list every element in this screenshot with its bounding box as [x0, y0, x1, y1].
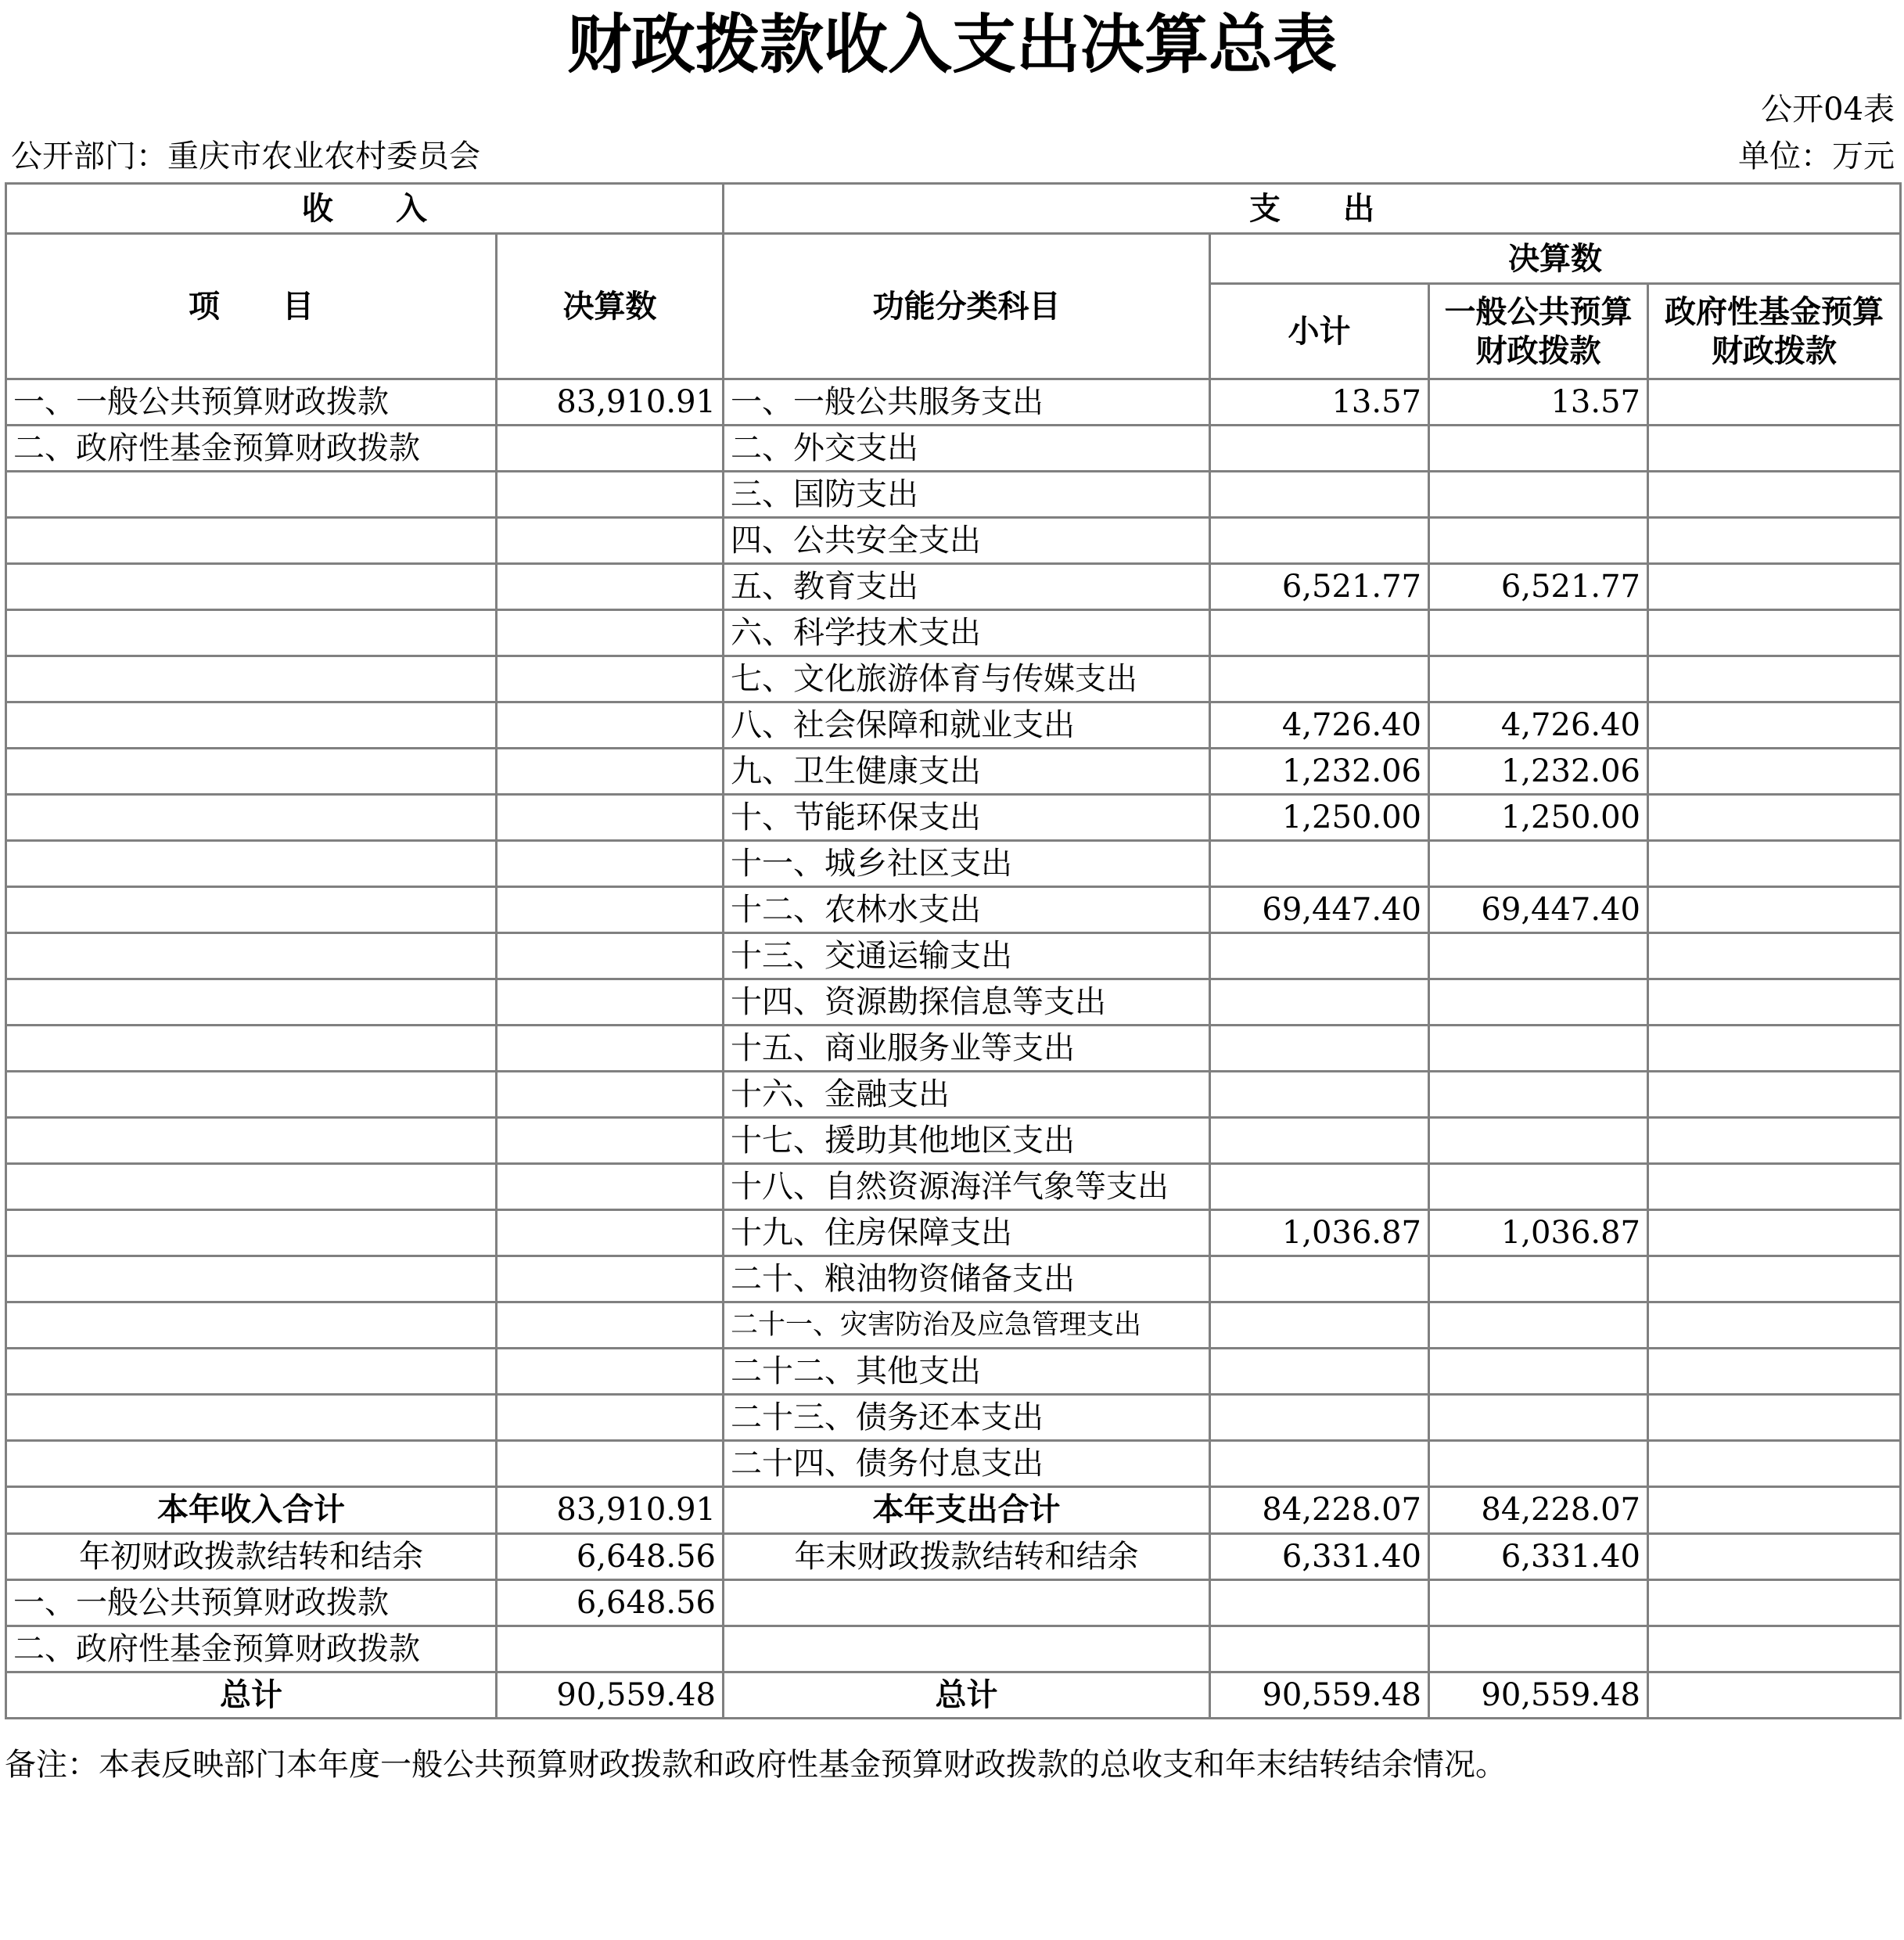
expense-subtotal-cell — [1210, 979, 1429, 1026]
expense-subtotal-cell — [1210, 472, 1429, 518]
expense-item-cell: 十五、商业服务业等支出 — [724, 1026, 1210, 1072]
expense-fund-cell — [1648, 1026, 1901, 1072]
expense-item-cell: 二十一、灾害防治及应急管理支出 — [724, 1302, 1210, 1349]
income-total-value: 83,910.91 — [497, 1487, 724, 1533]
expense-general-cell: 13.57 — [1429, 379, 1648, 426]
grand-total-label-expense: 总计 — [724, 1672, 1210, 1718]
expense-fund-cell — [1648, 1210, 1901, 1256]
income-item-cell — [6, 1026, 497, 1072]
unit-label: 单位：万元 — [1738, 138, 1895, 174]
expense-item-cell: 十二、农林水支出 — [724, 887, 1210, 933]
table-row — [6, 610, 1901, 656]
expense-fund-cell — [1648, 564, 1901, 610]
expense-item-cell: 六、科学技术支出 — [724, 610, 1210, 656]
expense-fund-cell — [1648, 749, 1901, 795]
expense-general-cell: 1,232.06 — [1429, 749, 1648, 795]
expense-item-cell: 二十三、债务还本支出 — [724, 1395, 1210, 1441]
table-row — [6, 887, 1901, 933]
income-amount-cell — [497, 1026, 724, 1072]
expense-fund-cell — [1648, 841, 1901, 887]
expense-general-cell: 1,250.00 — [1429, 795, 1648, 841]
expense-total-fund — [1648, 1487, 1901, 1533]
expenditure-header: 支 出 — [724, 184, 1901, 234]
expense-fund-cell — [1648, 379, 1901, 426]
expense-subtotal-cell — [1210, 426, 1429, 472]
table-row — [6, 1026, 1901, 1072]
income-amount-cell: 83,910.91 — [497, 379, 724, 426]
expense-subtotal-cell — [1210, 1441, 1429, 1487]
table-row — [6, 1072, 1901, 1118]
income-item-cell — [6, 933, 497, 979]
expense-fund-cell — [1648, 1349, 1901, 1395]
carry-in-fund-label: 二、政府性基金预算财政拨款 — [6, 1626, 497, 1672]
income-amount-cell — [497, 1302, 724, 1349]
income-amount-cell — [497, 472, 724, 518]
expense-item-cell: 十七、援助其他地区支出 — [724, 1118, 1210, 1164]
amount-header: 决算数 — [497, 234, 724, 379]
expense-general-cell — [1429, 979, 1648, 1026]
expense-item-cell: 十八、自然资源海洋气象等支出 — [724, 1164, 1210, 1210]
table-row — [6, 379, 1901, 426]
expense-general-cell — [1429, 841, 1648, 887]
expense-general-cell: 6,521.77 — [1429, 564, 1648, 610]
footnote: 备注：本表反映部门本年度一般公共预算财政拨款和政府性基金预算财政拨款的总收支和年末结转结余情况。 — [5, 1747, 1507, 1783]
income-item-cell — [6, 887, 497, 933]
carry-in-general-value: 6,648.56 — [497, 1579, 724, 1626]
table-row — [6, 1256, 1901, 1302]
func-category-header: 功能分类科目 — [724, 234, 1210, 379]
expense-fund-cell — [1648, 426, 1901, 472]
carry-in-label: 年初财政拨款结转和结余 — [6, 1533, 497, 1579]
expense-general-cell — [1429, 933, 1648, 979]
expense-item-cell: 二十四、债务付息支出 — [724, 1441, 1210, 1487]
carry-in-value: 6,648.56 — [497, 1533, 724, 1579]
expense-fund-cell — [1648, 1395, 1901, 1441]
income-amount-cell — [497, 1349, 724, 1395]
empty-cell — [1648, 1579, 1901, 1626]
expense-item-cell: 九、卫生健康支出 — [724, 749, 1210, 795]
expense-general-cell — [1429, 656, 1648, 702]
expense-item-cell: 十一、城乡社区支出 — [724, 841, 1210, 887]
form-number: 公开04表 — [1761, 92, 1895, 128]
income-amount-cell — [497, 518, 724, 564]
expense-subtotal-cell — [1210, 610, 1429, 656]
expense-subtotal-cell: 6,521.77 — [1210, 564, 1429, 610]
expense-subtotal-cell — [1210, 1256, 1429, 1302]
income-amount-cell — [497, 564, 724, 610]
income-item-cell — [6, 1072, 497, 1118]
expense-fund-cell — [1648, 518, 1901, 564]
empty-cell — [724, 1579, 1210, 1626]
expense-fund-cell — [1648, 933, 1901, 979]
expense-item-cell: 四、公共安全支出 — [724, 518, 1210, 564]
income-item-cell — [6, 1349, 497, 1395]
expense-general-cell: 1,036.87 — [1429, 1210, 1648, 1256]
expense-general-cell — [1429, 1118, 1648, 1164]
carry-out-fund — [1648, 1533, 1901, 1579]
table-row — [6, 1118, 1901, 1164]
expense-item-cell: 二、外交支出 — [724, 426, 1210, 472]
expense-subtotal-cell: 4,726.40 — [1210, 702, 1429, 749]
general-budget-header: 一般公共预算财政拨款 — [1429, 284, 1648, 379]
expense-subtotal-cell — [1210, 1302, 1429, 1349]
expense-general-cell — [1429, 1256, 1648, 1302]
income-amount-cell — [497, 656, 724, 702]
amount-group-header: 决算数 — [1210, 234, 1901, 284]
income-amount-cell — [497, 702, 724, 749]
table-row — [6, 1487, 1901, 1533]
expense-fund-cell — [1648, 1072, 1901, 1118]
table-row — [6, 518, 1901, 564]
table-row — [6, 1164, 1901, 1210]
expense-fund-cell — [1648, 702, 1901, 749]
table-row — [6, 702, 1901, 749]
table-row — [6, 426, 1901, 472]
expense-item-cell: 十三、交通运输支出 — [724, 933, 1210, 979]
carry-in-general-label: 一、一般公共预算财政拨款 — [6, 1579, 497, 1626]
empty-cell — [1210, 1579, 1429, 1626]
expense-fund-cell — [1648, 1164, 1901, 1210]
expense-general-cell — [1429, 1026, 1648, 1072]
expense-fund-cell — [1648, 1441, 1901, 1487]
expense-fund-cell — [1648, 656, 1901, 702]
expense-subtotal-cell: 1,036.87 — [1210, 1210, 1429, 1256]
expense-general-cell — [1429, 1164, 1648, 1210]
expense-fund-cell — [1648, 1118, 1901, 1164]
table-row — [6, 841, 1901, 887]
expense-subtotal-cell — [1210, 1118, 1429, 1164]
table-row — [6, 979, 1901, 1026]
income-item-cell — [6, 1256, 497, 1302]
department-label: 公开部门：重庆市农业农村委员会 — [11, 138, 480, 174]
expense-general-cell: 69,447.40 — [1429, 887, 1648, 933]
empty-cell — [724, 1626, 1210, 1672]
expense-general-cell — [1429, 610, 1648, 656]
table-row — [6, 1349, 1901, 1395]
expense-general-cell — [1429, 1072, 1648, 1118]
table-row — [6, 1441, 1901, 1487]
income-item-cell — [6, 1441, 497, 1487]
carry-in-fund-value — [497, 1626, 724, 1672]
expense-general-cell — [1429, 472, 1648, 518]
income-item-cell — [6, 749, 497, 795]
income-amount-cell — [497, 887, 724, 933]
expense-subtotal-cell: 69,447.40 — [1210, 887, 1429, 933]
income-item-cell — [6, 472, 497, 518]
expense-general-cell: 4,726.40 — [1429, 702, 1648, 749]
expense-subtotal-cell — [1210, 656, 1429, 702]
income-amount-cell — [497, 610, 724, 656]
income-amount-cell — [497, 1072, 724, 1118]
expense-general-cell — [1429, 1441, 1648, 1487]
income-amount-cell — [497, 426, 724, 472]
income-total-label: 本年收入合计 — [6, 1487, 497, 1533]
income-item-cell — [6, 1210, 497, 1256]
expense-fund-cell — [1648, 472, 1901, 518]
expense-item-cell: 五、教育支出 — [724, 564, 1210, 610]
income-item-cell: 二、政府性基金预算财政拨款 — [6, 426, 497, 472]
expense-item-cell: 十六、金融支出 — [724, 1072, 1210, 1118]
expense-general-cell — [1429, 426, 1648, 472]
income-amount-cell — [497, 1164, 724, 1210]
expense-total-general: 84,228.07 — [1429, 1487, 1648, 1533]
expense-fund-cell — [1648, 1256, 1901, 1302]
income-amount-cell — [497, 749, 724, 795]
income-item-cell — [6, 1395, 497, 1441]
expense-subtotal-cell: 1,232.06 — [1210, 749, 1429, 795]
expense-total-label: 本年支出合计 — [724, 1487, 1210, 1533]
table-row — [6, 1395, 1901, 1441]
income-header: 收 入 — [6, 184, 724, 234]
expense-subtotal-cell — [1210, 1349, 1429, 1395]
subtotal-header: 小计 — [1210, 284, 1429, 379]
carry-out-subtotal: 6,331.40 — [1210, 1533, 1429, 1579]
table-row — [6, 656, 1901, 702]
expense-general-cell — [1429, 518, 1648, 564]
income-amount-cell — [497, 1256, 724, 1302]
table-row — [6, 933, 1901, 979]
income-item-cell — [6, 610, 497, 656]
expense-item-cell: 七、文化旅游体育与传媒支出 — [724, 656, 1210, 702]
expense-fund-cell — [1648, 795, 1901, 841]
table-row — [6, 564, 1901, 610]
expense-general-cell — [1429, 1395, 1648, 1441]
carry-out-general: 6,331.40 — [1429, 1533, 1648, 1579]
expense-subtotal-cell: 1,250.00 — [1210, 795, 1429, 841]
income-amount-cell — [497, 1210, 724, 1256]
expense-subtotal-cell — [1210, 1395, 1429, 1441]
grand-total-income: 90,559.48 — [497, 1672, 724, 1718]
expense-item-cell: 二十二、其他支出 — [724, 1349, 1210, 1395]
expense-subtotal-cell — [1210, 1164, 1429, 1210]
table-row — [6, 1672, 1901, 1718]
grand-total-general: 90,559.48 — [1429, 1672, 1648, 1718]
income-item-cell: 一、一般公共预算财政拨款 — [6, 379, 497, 426]
expense-subtotal-cell — [1210, 1072, 1429, 1118]
expense-subtotal-cell: 13.57 — [1210, 379, 1429, 426]
income-item-cell — [6, 1302, 497, 1349]
empty-cell — [1648, 1626, 1901, 1672]
grand-total-fund — [1648, 1672, 1901, 1718]
table-row — [6, 1533, 1901, 1579]
expense-item-cell: 八、社会保障和就业支出 — [724, 702, 1210, 749]
table-row — [6, 795, 1901, 841]
income-item-cell — [6, 1118, 497, 1164]
empty-cell — [1429, 1579, 1648, 1626]
expense-fund-cell — [1648, 887, 1901, 933]
income-item-cell — [6, 702, 497, 749]
grand-total-label-income: 总计 — [6, 1672, 497, 1718]
income-amount-cell — [497, 1441, 724, 1487]
expense-subtotal-cell — [1210, 933, 1429, 979]
income-item-cell — [6, 656, 497, 702]
expense-item-cell: 十九、住房保障支出 — [724, 1210, 1210, 1256]
expense-item-cell: 二十、粮油物资储备支出 — [724, 1256, 1210, 1302]
expense-item-cell: 三、国防支出 — [724, 472, 1210, 518]
income-item-cell — [6, 564, 497, 610]
expense-subtotal-cell — [1210, 841, 1429, 887]
income-amount-cell — [497, 1118, 724, 1164]
grand-total-subtotal: 90,559.48 — [1210, 1672, 1429, 1718]
expense-subtotal-cell — [1210, 518, 1429, 564]
table-row — [6, 1302, 1901, 1349]
income-amount-cell — [497, 1395, 724, 1441]
income-amount-cell — [497, 841, 724, 887]
expense-total-subtotal: 84,228.07 — [1210, 1487, 1429, 1533]
item-header: 项 目 — [6, 234, 497, 379]
table-row — [6, 472, 1901, 518]
expense-item-cell: 十、节能环保支出 — [724, 795, 1210, 841]
table-row — [6, 1579, 1901, 1626]
expense-fund-cell — [1648, 979, 1901, 1026]
empty-cell — [1429, 1626, 1648, 1672]
table-row — [6, 749, 1901, 795]
expense-fund-cell — [1648, 1302, 1901, 1349]
expense-fund-cell — [1648, 610, 1901, 656]
carry-out-label: 年末财政拨款结转和结余 — [724, 1533, 1210, 1579]
table-row — [6, 1626, 1901, 1672]
expense-item-cell: 一、一般公共服务支出 — [724, 379, 1210, 426]
income-item-cell — [6, 841, 497, 887]
table-row — [6, 1210, 1901, 1256]
income-amount-cell — [497, 979, 724, 1026]
income-item-cell — [6, 795, 497, 841]
income-item-cell — [6, 979, 497, 1026]
expense-general-cell — [1429, 1302, 1648, 1349]
empty-cell — [1210, 1626, 1429, 1672]
income-item-cell — [6, 1164, 497, 1210]
fiscal-summary-table — [5, 182, 1902, 1719]
page-title: 财政拨款收入支出决算总表 — [566, 8, 1337, 82]
expense-item-cell: 十四、资源勘探信息等支出 — [724, 979, 1210, 1026]
income-amount-cell — [497, 933, 724, 979]
income-item-cell — [6, 518, 497, 564]
expense-subtotal-cell — [1210, 1026, 1429, 1072]
income-amount-cell — [497, 795, 724, 841]
expense-general-cell — [1429, 1349, 1648, 1395]
gov-fund-header: 政府性基金预算财政拨款 — [1648, 284, 1901, 379]
